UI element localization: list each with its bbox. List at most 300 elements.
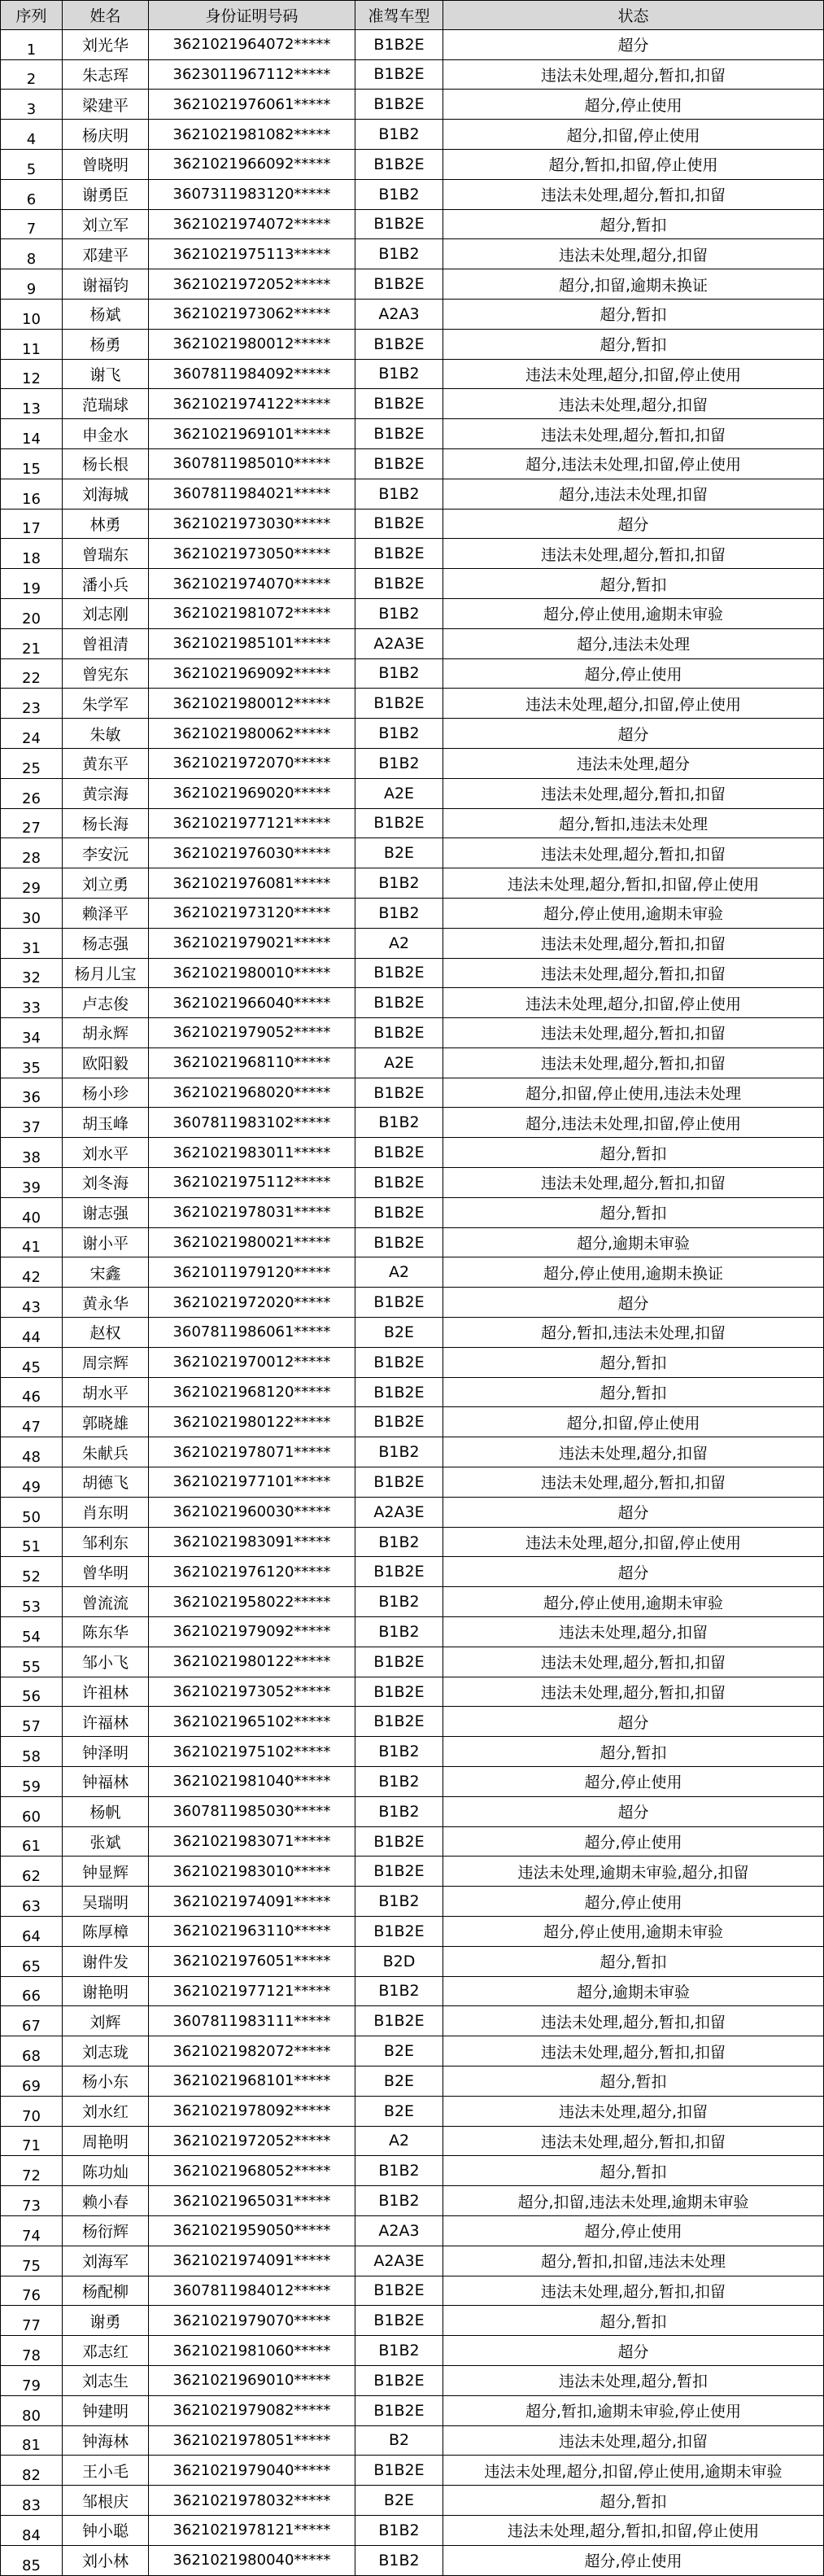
- serial-cell: 84: [1, 2515, 63, 2545]
- serial-cell: 31: [1, 928, 63, 958]
- license-class-cell: A2E: [355, 778, 443, 808]
- table-row: [1, 2276, 824, 2306]
- status-cell: 违法未处理,超分,扣留: [443, 1437, 824, 1467]
- status-cell: 超分,暂扣,违法未处理,扣留: [443, 1318, 824, 1348]
- table-row: [1, 1108, 824, 1138]
- status-cell: 违法未处理,超分,暂扣,扣留: [443, 1018, 824, 1048]
- license-class-cell: B1B2E: [355, 59, 443, 90]
- license-class-cell: B1B2E: [355, 329, 443, 359]
- table-row: [1, 628, 824, 658]
- license-class-cell: B1B2E: [355, 1288, 443, 1318]
- id-number-cell: 3621021968101*****: [149, 2066, 355, 2096]
- id-number-cell: 3621011979120*****: [149, 1257, 355, 1288]
- id-number-cell: 3621021983091*****: [149, 1527, 355, 1557]
- serial-cell: 29: [1, 868, 63, 899]
- serial-cell: 19: [1, 569, 63, 599]
- table-row: [1, 719, 824, 749]
- name-cell: 谢勇臣: [63, 179, 149, 209]
- license-class-cell: B1B2E: [355, 988, 443, 1018]
- status-cell: 违法未处理,超分,暂扣,扣留: [443, 2276, 824, 2306]
- table-row: [1, 1767, 824, 1797]
- serial-cell: 20: [1, 598, 63, 628]
- name-cell: 黄永华: [63, 1288, 149, 1318]
- table-row: [1, 1318, 824, 1348]
- license-class-cell: B1B2E: [355, 1826, 443, 1857]
- name-cell: 杨月儿宝: [63, 958, 149, 988]
- name-cell: 刘水红: [63, 2096, 149, 2126]
- status-cell: 违法未处理,超分,暂扣,扣留: [443, 2006, 824, 2036]
- status-cell: 超分,停止使用: [443, 658, 824, 689]
- table-row: [1, 1407, 824, 1437]
- id-number-cell: 3621021975112*****: [149, 1168, 355, 1198]
- name-cell: 许祖林: [63, 1677, 149, 1707]
- serial-cell: 21: [1, 628, 63, 658]
- serial-cell: 80: [1, 2395, 63, 2425]
- name-cell: 钟福林: [63, 1767, 149, 1797]
- id-number-cell: 3607811984012*****: [149, 2276, 355, 2306]
- name-cell: 钟泽明: [63, 1737, 149, 1767]
- id-number-cell: 3621021973050*****: [149, 539, 355, 569]
- license-class-cell: B1B2E: [355, 2395, 443, 2425]
- table-body: [1, 29, 824, 2575]
- name-cell: 胡德飞: [63, 1467, 149, 1498]
- status-cell: 违法未处理,超分,暂扣: [443, 2365, 824, 2395]
- status-cell: 违法未处理,超分,扣留: [443, 1617, 824, 1647]
- serial-cell: 25: [1, 748, 63, 778]
- id-number-cell: 3621021968120*****: [149, 1377, 355, 1407]
- id-number-cell: 3621021965031*****: [149, 2186, 355, 2216]
- serial-cell: 81: [1, 2425, 63, 2456]
- table-row: [1, 1917, 824, 1947]
- name-cell: 刘水平: [63, 1138, 149, 1168]
- id-number-cell: 3621021978031*****: [149, 1197, 355, 1227]
- table-row: [1, 2456, 824, 2486]
- serial-cell: 70: [1, 2096, 63, 2126]
- serial-cell: 45: [1, 1347, 63, 1377]
- status-cell: 违法未处理,超分,扣留,停止使用,逾期未审验: [443, 2456, 824, 2486]
- status-cell: 违法未处理,超分,暂扣,扣留: [443, 59, 824, 90]
- table-row: [1, 778, 824, 808]
- status-cell: 超分,违法未处理,扣留,停止使用: [443, 1108, 824, 1138]
- status-cell: 违法未处理,超分,暂扣,扣留: [443, 179, 824, 209]
- name-cell: 杨勇: [63, 329, 149, 359]
- id-number-cell: 3621021969101*****: [149, 419, 355, 449]
- table-row: [1, 1138, 824, 1168]
- header-license-class: 准驾车型: [355, 1, 443, 30]
- table-row: [1, 179, 824, 209]
- table-row: [1, 269, 824, 300]
- serial-cell: 42: [1, 1257, 63, 1288]
- license-class-cell: B1B2E: [355, 1078, 443, 1108]
- status-cell: 超分: [443, 509, 824, 539]
- name-cell: 陈功灿: [63, 2156, 149, 2186]
- name-cell: 朱敏: [63, 719, 149, 749]
- name-cell: 朱志珲: [63, 59, 149, 90]
- serial-cell: 39: [1, 1168, 63, 1198]
- name-cell: 申金水: [63, 419, 149, 449]
- id-number-cell: 3607811985030*****: [149, 1796, 355, 1826]
- id-number-cell: 3621021974070*****: [149, 569, 355, 599]
- table-row: [1, 1946, 824, 1976]
- name-cell: 刘志刚: [63, 598, 149, 628]
- serial-cell: 43: [1, 1288, 63, 1318]
- serial-cell: 47: [1, 1407, 63, 1437]
- serial-cell: 30: [1, 898, 63, 928]
- id-number-cell: 3621021959050*****: [149, 2215, 355, 2246]
- license-class-cell: B1B2E: [355, 2006, 443, 2036]
- table-row: [1, 1078, 824, 1108]
- serial-cell: 85: [1, 2545, 63, 2575]
- license-class-cell: B2E: [355, 2486, 443, 2516]
- status-cell: 超分,停止使用: [443, 90, 824, 120]
- license-class-cell: B1B2E: [355, 90, 443, 120]
- table-row: [1, 838, 824, 868]
- name-cell: 曾晓明: [63, 149, 149, 179]
- table-row: [1, 868, 824, 899]
- license-class-cell: B2E: [355, 838, 443, 868]
- id-number-cell: 3621021969020*****: [149, 778, 355, 808]
- id-number-cell: 3621021975102*****: [149, 1737, 355, 1767]
- id-number-cell: 3621021977101*****: [149, 1467, 355, 1498]
- id-number-cell: 3621021981060*****: [149, 2336, 355, 2366]
- license-class-cell: B1B2E: [355, 1018, 443, 1048]
- serial-cell: 15: [1, 448, 63, 479]
- id-number-cell: 3621021974072*****: [149, 209, 355, 239]
- serial-cell: 11: [1, 329, 63, 359]
- license-class-cell: B1B2: [355, 719, 443, 749]
- license-class-cell: B1B2: [355, 658, 443, 689]
- status-cell: 超分,停止使用: [443, 2215, 824, 2246]
- table-row: [1, 419, 824, 449]
- license-class-cell: B1B2: [355, 898, 443, 928]
- serial-cell: 4: [1, 120, 63, 150]
- table-row: [1, 2126, 824, 2156]
- name-cell: 曾宪东: [63, 658, 149, 689]
- status-cell: 超分,暂扣: [443, 1138, 824, 1168]
- serial-cell: 57: [1, 1707, 63, 1737]
- license-class-cell: B1B2E: [355, 1347, 443, 1377]
- license-class-cell: B1B2E: [355, 1197, 443, 1227]
- serial-cell: 75: [1, 2246, 63, 2276]
- license-class-cell: B1B2: [355, 1108, 443, 1138]
- table-row: [1, 2006, 824, 2036]
- license-class-cell: B1B2E: [355, 419, 443, 449]
- license-class-cell: B1B2E: [355, 1707, 443, 1737]
- id-number-cell: 3621021973030*****: [149, 509, 355, 539]
- name-cell: 胡玉峰: [63, 1108, 149, 1138]
- serial-cell: 68: [1, 2036, 63, 2066]
- status-cell: 超分,暂扣,扣留,违法未处理: [443, 2246, 824, 2276]
- table-row: [1, 1557, 824, 1587]
- table-row: [1, 1826, 824, 1857]
- table-row: [1, 1168, 824, 1198]
- id-number-cell: 3607311983120*****: [149, 179, 355, 209]
- serial-cell: 14: [1, 419, 63, 449]
- serial-cell: 40: [1, 1197, 63, 1227]
- serial-cell: 58: [1, 1737, 63, 1767]
- name-cell: 谢件发: [63, 1946, 149, 1976]
- id-number-cell: 3621021976120*****: [149, 1557, 355, 1587]
- table-row: [1, 2036, 824, 2066]
- name-cell: 胡水平: [63, 1377, 149, 1407]
- status-cell: 超分,停止使用,逾期未换证: [443, 1257, 824, 1288]
- license-class-cell: A2A3: [355, 2215, 443, 2246]
- license-class-cell: B1B2: [355, 2336, 443, 2366]
- name-cell: 陈厚樟: [63, 1917, 149, 1947]
- status-cell: 违法未处理,超分,暂扣,扣留: [443, 1647, 824, 1677]
- name-cell: 周宗辉: [63, 1347, 149, 1377]
- license-class-cell: B1B2E: [355, 149, 443, 179]
- table-row: [1, 29, 824, 59]
- license-class-cell: A2: [355, 1257, 443, 1288]
- table-row: [1, 689, 824, 719]
- status-cell: 超分,停止使用: [443, 1767, 824, 1797]
- id-number-cell: 3621021977121*****: [149, 1976, 355, 2006]
- serial-cell: 46: [1, 1377, 63, 1407]
- license-class-cell: B1B2E: [355, 1647, 443, 1677]
- serial-cell: 12: [1, 359, 63, 389]
- table-row: [1, 2515, 824, 2545]
- id-number-cell: 3621021978051*****: [149, 2425, 355, 2456]
- id-number-cell: 3621021978121*****: [149, 2515, 355, 2545]
- name-cell: 谢志强: [63, 1197, 149, 1227]
- serial-cell: 56: [1, 1677, 63, 1707]
- name-cell: 谢小平: [63, 1227, 149, 1257]
- table-row: [1, 448, 824, 479]
- id-number-cell: 3607811983102*****: [149, 1108, 355, 1138]
- license-class-cell: B1B2: [355, 179, 443, 209]
- name-cell: 李安沅: [63, 838, 149, 868]
- status-cell: 违法未处理,超分,扣留,停止使用: [443, 359, 824, 389]
- license-class-cell: B1B2E: [355, 958, 443, 988]
- status-cell: 超分,扣留,停止使用: [443, 1407, 824, 1437]
- id-number-cell: 3621021983071*****: [149, 1826, 355, 1857]
- table-row: [1, 1857, 824, 1887]
- serial-cell: 53: [1, 1587, 63, 1617]
- name-cell: 谢勇: [63, 2306, 149, 2336]
- id-number-cell: 3621021975113*****: [149, 239, 355, 269]
- table-row: [1, 2246, 824, 2276]
- serial-cell: 69: [1, 2066, 63, 2096]
- status-cell: 超分: [443, 1796, 824, 1826]
- status-cell: 超分: [443, 1557, 824, 1587]
- table-row: [1, 239, 824, 269]
- name-cell: 钟建明: [63, 2395, 149, 2425]
- serial-cell: 83: [1, 2486, 63, 2516]
- status-cell: 超分,暂扣: [443, 2486, 824, 2516]
- status-cell: 违法未处理,超分,暂扣,扣留: [443, 2036, 824, 2066]
- id-number-cell: 3621021969010*****: [149, 2365, 355, 2395]
- status-cell: 超分,暂扣: [443, 1347, 824, 1377]
- license-class-cell: B2E: [355, 2066, 443, 2096]
- serial-cell: 44: [1, 1318, 63, 1348]
- status-cell: 违法未处理,超分: [443, 748, 824, 778]
- header-status: 状态: [443, 1, 824, 30]
- id-number-cell: 3607811984092*****: [149, 359, 355, 389]
- id-number-cell: 3621021968020*****: [149, 1078, 355, 1108]
- table-row: [1, 1347, 824, 1377]
- status-cell: 违法未处理,超分,扣留: [443, 389, 824, 419]
- id-number-cell: 3621021979052*****: [149, 1018, 355, 1048]
- serial-cell: 36: [1, 1078, 63, 1108]
- id-number-cell: 3621021965102*****: [149, 1707, 355, 1737]
- license-class-cell: B1B2: [355, 598, 443, 628]
- table-row: [1, 1288, 824, 1318]
- license-class-cell: B2E: [355, 1318, 443, 1348]
- name-cell: 钟显辉: [63, 1857, 149, 1887]
- table-row: [1, 1677, 824, 1707]
- status-cell: 超分,暂扣: [443, 329, 824, 359]
- serial-cell: 32: [1, 958, 63, 988]
- serial-cell: 41: [1, 1227, 63, 1257]
- id-number-cell: 3621021980012*****: [149, 329, 355, 359]
- table-row: [1, 1227, 824, 1257]
- license-class-cell: B1B2: [355, 1617, 443, 1647]
- id-number-cell: 3621021978032*****: [149, 2486, 355, 2516]
- license-class-cell: B1B2E: [355, 2276, 443, 2306]
- serial-cell: 66: [1, 1976, 63, 2006]
- name-cell: 胡永辉: [63, 1018, 149, 1048]
- serial-cell: 7: [1, 209, 63, 239]
- status-cell: 超分: [443, 2336, 824, 2366]
- table-row: [1, 1527, 824, 1557]
- serial-cell: 33: [1, 988, 63, 1018]
- name-cell: 周艳明: [63, 2126, 149, 2156]
- status-cell: 超分,扣留,停止使用,违法未处理: [443, 1078, 824, 1108]
- name-cell: 黄宗海: [63, 778, 149, 808]
- serial-cell: 73: [1, 2186, 63, 2216]
- table-row: [1, 569, 824, 599]
- status-cell: 违法未处理,超分,暂扣,扣留,停止使用: [443, 868, 824, 899]
- status-cell: 违法未处理,超分,暂扣,扣留: [443, 2126, 824, 2156]
- id-number-cell: 3621021974091*****: [149, 1887, 355, 1917]
- id-number-cell: 3621021979070*****: [149, 2306, 355, 2336]
- id-number-cell: 3621021972052*****: [149, 2126, 355, 2156]
- license-class-cell: B1B2: [355, 2186, 443, 2216]
- status-cell: 超分,暂扣,违法未处理: [443, 808, 824, 838]
- status-cell: 超分,停止使用: [443, 1887, 824, 1917]
- license-class-cell: A2: [355, 2126, 443, 2156]
- name-cell: 朱献兵: [63, 1437, 149, 1467]
- name-cell: 卢志俊: [63, 988, 149, 1018]
- serial-cell: 6: [1, 179, 63, 209]
- status-cell: 超分,暂扣: [443, 1197, 824, 1227]
- table-row: [1, 329, 824, 359]
- header-name: 姓名: [63, 1, 149, 30]
- status-cell: 超分,违法未处理,扣留,停止使用: [443, 448, 824, 479]
- id-number-cell: 3607811985010*****: [149, 448, 355, 479]
- serial-cell: 37: [1, 1108, 63, 1138]
- table-row: [1, 2336, 824, 2366]
- serial-cell: 60: [1, 1796, 63, 1826]
- name-cell: 谢飞: [63, 359, 149, 389]
- name-cell: 梁建平: [63, 90, 149, 120]
- status-cell: 违法未处理,超分,暂扣,扣留: [443, 1168, 824, 1198]
- license-class-cell: B2D: [355, 1946, 443, 1976]
- license-class-cell: B1B2E: [355, 209, 443, 239]
- serial-cell: 74: [1, 2215, 63, 2246]
- serial-cell: 67: [1, 2006, 63, 2036]
- table-row: [1, 120, 824, 150]
- license-class-cell: B1B2E: [355, 569, 443, 599]
- table-row: [1, 2186, 824, 2216]
- id-number-cell: 3621021978071*****: [149, 1437, 355, 1467]
- serial-cell: 65: [1, 1946, 63, 1976]
- table-row: [1, 1497, 824, 1527]
- name-cell: 杨志强: [63, 928, 149, 958]
- id-number-cell: 3621021980010*****: [149, 958, 355, 988]
- serial-cell: 51: [1, 1527, 63, 1557]
- name-cell: 邓建平: [63, 239, 149, 269]
- license-class-cell: B1B2: [355, 359, 443, 389]
- license-class-cell: B1B2E: [355, 29, 443, 59]
- serial-cell: 71: [1, 2126, 63, 2156]
- serial-cell: 9: [1, 269, 63, 300]
- table-row: [1, 1018, 824, 1048]
- id-number-cell: 3621021976051*****: [149, 1946, 355, 1976]
- id-number-cell: 3621021979040*****: [149, 2456, 355, 2486]
- table-row: [1, 1617, 824, 1647]
- table-row: [1, 958, 824, 988]
- table-row: [1, 2365, 824, 2395]
- status-cell: 违法未处理,超分,扣留,停止使用: [443, 1527, 824, 1557]
- name-cell: 赖小春: [63, 2186, 149, 2216]
- license-class-cell: A2A3: [355, 299, 443, 329]
- license-class-cell: B1B2: [355, 120, 443, 150]
- id-number-cell: 3621021980021*****: [149, 1227, 355, 1257]
- status-cell: 超分,违法未处理: [443, 628, 824, 658]
- name-cell: 刘海军: [63, 2246, 149, 2276]
- status-cell: 违法未处理,超分,暂扣,扣留: [443, 539, 824, 569]
- name-cell: 杨长海: [63, 808, 149, 838]
- name-cell: 曾华明: [63, 1557, 149, 1587]
- id-number-cell: 3623011967112*****: [149, 59, 355, 90]
- license-class-cell: A2E: [355, 1047, 443, 1078]
- name-cell: 刘立军: [63, 209, 149, 239]
- name-cell: 陈东华: [63, 1617, 149, 1647]
- status-cell: 超分,扣留,违法未处理,逾期未审验: [443, 2186, 824, 2216]
- name-cell: 刘立勇: [63, 868, 149, 899]
- serial-cell: 62: [1, 1857, 63, 1887]
- license-class-cell: A2A3E: [355, 2246, 443, 2276]
- table-row: [1, 1467, 824, 1498]
- license-class-cell: B2E: [355, 2096, 443, 2126]
- id-number-cell: 3607811986061*****: [149, 1318, 355, 1348]
- status-cell: 违法未处理,超分,扣留: [443, 2096, 824, 2126]
- name-cell: 刘小林: [63, 2545, 149, 2575]
- table-row: [1, 539, 824, 569]
- id-number-cell: 3621021972052*****: [149, 269, 355, 300]
- name-cell: 杨衍辉: [63, 2215, 149, 2246]
- name-cell: 刘辉: [63, 2006, 149, 2036]
- name-cell: 杨帆: [63, 1796, 149, 1826]
- name-cell: 钟小聪: [63, 2515, 149, 2545]
- id-number-cell: 3621021974122*****: [149, 389, 355, 419]
- table-row: [1, 1587, 824, 1617]
- name-cell: 赵权: [63, 1318, 149, 1348]
- id-number-cell: 3621021981082*****: [149, 120, 355, 150]
- license-class-cell: B1B2: [355, 239, 443, 269]
- license-class-cell: B1B2E: [355, 1377, 443, 1407]
- id-number-cell: 3621021983011*****: [149, 1138, 355, 1168]
- serial-cell: 64: [1, 1917, 63, 1947]
- name-cell: 刘冬海: [63, 1168, 149, 1198]
- table-row: [1, 2156, 824, 2186]
- id-number-cell: 3621021960030*****: [149, 1497, 355, 1527]
- table-row: [1, 1887, 824, 1917]
- license-class-cell: B1B2E: [355, 269, 443, 300]
- name-cell: 刘志生: [63, 2365, 149, 2395]
